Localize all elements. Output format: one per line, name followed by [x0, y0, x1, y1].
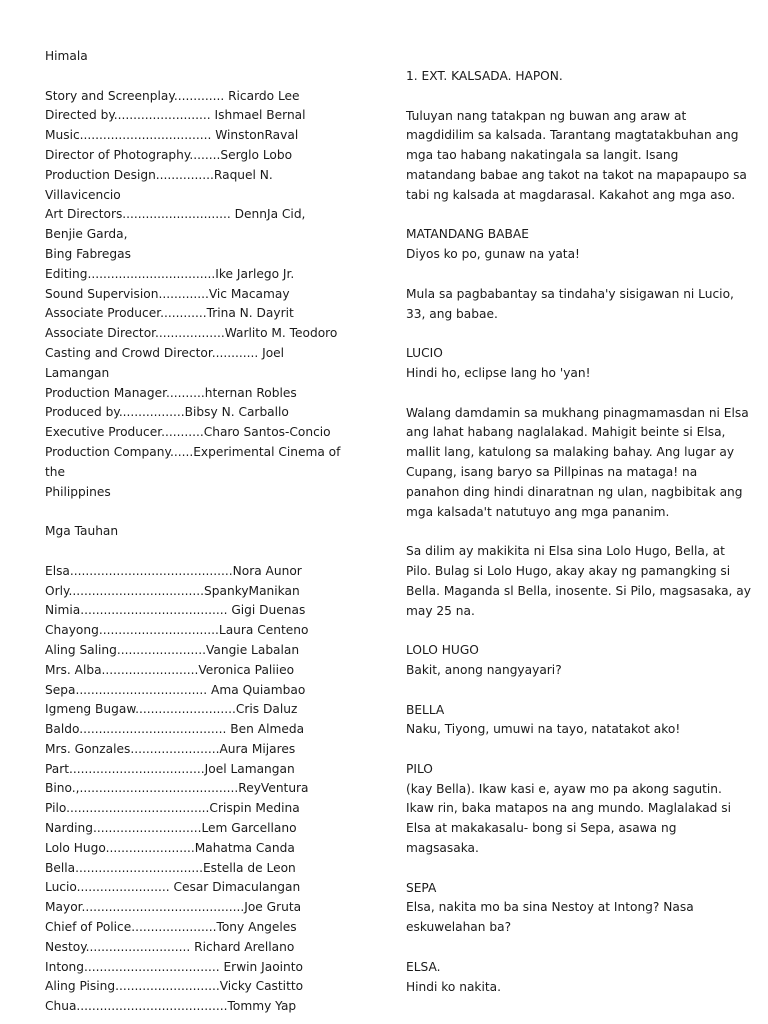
- speaker-name: ELSA.: [406, 959, 441, 974]
- cast-line: Chayong...............................Laura Centeno: [45, 623, 309, 638]
- credit-line: Production Design...............Raquel N. Villavicencio: [45, 167, 277, 202]
- cast-line: Aling Pising...........................Vicky Castitto: [45, 979, 304, 994]
- action-paragraph: Tuluyan nang tatakpan ng buwan ang araw at magdidilim sa kalsada. Tarantang magtatakbuhan ang mga tao habang nakatingala sa langit. Isang matandang babae ang takot na takot na mapapaupo sa tabi ng kalsada at magdarasal. Kakahot ang mga aso.: [406, 108, 747, 202]
- cast-heading: Mga Tauhan: [45, 524, 119, 539]
- credit-line: Music.................................. WinstonRaval: [45, 128, 299, 143]
- cast-line: Elsa..........................................Nora Aunor: [45, 563, 302, 578]
- credit-line: Editing.................................Ike Jarlego Jr.: [45, 266, 295, 281]
- credit-line: Art Directors............................ DennJa Cid, Benjie Garda,: [45, 207, 310, 242]
- cast-line: Mrs. Alba.........................Veronica Paliieo: [45, 662, 295, 677]
- cast-list: [45, 562, 345, 1017]
- credit-line: Associate Director..................Warlito M. Teodoro: [45, 326, 338, 341]
- credit-line: Associate Producer............Trina N. Dayrit: [45, 306, 294, 321]
- cast-line: Orly...................................SpankyManikan: [45, 583, 300, 598]
- action-paragraph: Mula sa pagbabantay sa tindaha'y sisigawan ni Lucio, 33, ang babae.: [406, 286, 734, 321]
- dialogue-line: Diyos ko po, gunaw na yata!: [406, 247, 580, 262]
- left-column: [45, 47, 345, 1017]
- dialogue-line: (kay Bella). Ikaw kasi e, ayaw mo pa akong sagutin. Ikaw rin, baka matapos na ang mundo. Maglalakad si Elsa at makakasalu- bong si Sepa, asawa ng magsasaka.: [406, 781, 732, 856]
- cast-line: Part...................................Joel Lamangan: [45, 761, 295, 776]
- cast-line: Bella.................................Estella de Leon: [45, 860, 296, 875]
- credit-line: Produced by.................Bibsy N. Carballo: [45, 405, 289, 420]
- dialogue-line: Hindi ko nakita.: [406, 979, 501, 994]
- cast-line: Igmeng Bugaw..........................Cris Daluz: [45, 702, 298, 717]
- cast-line: Intong................................... Erwin Jaointo: [45, 959, 304, 974]
- dialogue-line: Naku, Tiyong, umuwi na tayo, natatakot ako!: [406, 722, 681, 737]
- cast-line: Chief of Police......................Tony Angeles: [45, 920, 297, 935]
- credit-line: Executive Producer...........Charo Santos-Concio: [45, 425, 331, 440]
- credit-line: Production Manager..........hternan Robles: [45, 385, 297, 400]
- dialogue-line: Elsa, nakita mo ba sina Nestoy at Intong? Nasa eskuwelahan ba?: [406, 900, 694, 935]
- credit-line: Casting and Crowd Director............ Joel Lamangan: [45, 345, 288, 380]
- cast-line: Bino.,.........................................ReyVentura: [45, 781, 309, 796]
- cast-line: Mrs. Gonzales.......................Aura Mijares: [45, 741, 296, 756]
- cast-line: Lucio........................ Cesar Dimaculangan: [45, 880, 301, 895]
- speaker-name: LUCIO: [406, 346, 443, 361]
- document-title: Himala: [45, 49, 88, 63]
- cast-line: Aling Saling.......................Vangie Labalan: [45, 642, 300, 657]
- speaker-name: SEPA: [406, 880, 437, 895]
- cast-line: Narding............................Lem Garcellano: [45, 821, 297, 836]
- credit-line: Director of Photography........Serglo Lobo: [45, 147, 293, 162]
- action-paragraph: Walang damdamin sa mukhang pinagmamasdan ni Elsa ang lahat habang naglalakad. Mahigit beinte si Elsa, mallit lang, katulong sa malaking bahay. Ang lugar ay Cupang, isang baryo sa Pillpinas na mataga! na panahon ding hindi dinaratnan ng ulan, nagbibitak ang mga kalsada't natutuyo ang mga pananim.: [406, 405, 749, 519]
- credit-line: Production Company......Experimental Cinema of the: [45, 444, 345, 479]
- cast-line: Baldo...................................... Ben Almeda: [45, 722, 305, 737]
- cast-line: Sepa.................................. Ama Quiambao: [45, 682, 306, 697]
- scene-heading: 1. EXT. KALSADA. HAPON.: [406, 69, 563, 83]
- cast-line: Nestoy........................... Richard Arellano: [45, 939, 295, 954]
- dialogue-line: Bakit, anong nangyayari?: [406, 662, 562, 677]
- cast-line: Pilo.....................................Crispin Medina: [45, 801, 300, 816]
- cast-line: Lolo Hugo.......................Mahatma Canda: [45, 840, 295, 855]
- cast-line: Chua.......................................Tommy Yap: [45, 999, 297, 1014]
- speaker-name: BELLA: [406, 702, 445, 717]
- credit-line: Philippines: [45, 484, 111, 499]
- credit-line: Directed by......................... Ishmael Bernal: [45, 108, 306, 123]
- cast-line: Mayor..........................................Joe Gruta: [45, 900, 302, 915]
- right-column: [406, 67, 751, 1017]
- credit-line: Bing Fabregas: [45, 246, 131, 261]
- action-paragraph: Sa dilim ay makikita ni Elsa sina Lolo Hugo, Bella, at Pilo. Bulag si Lolo Hugo, akay akay ng pamangking si Bella. Maganda sl Bella, inosente. Si Pilo, magsasaka, ay may 25 na.: [406, 544, 751, 618]
- speaker-name: PILO: [406, 761, 433, 776]
- credits-list: [45, 87, 345, 503]
- credit-line: Sound Supervision.............Vic Macamay: [45, 286, 290, 301]
- dialogue-line: Hindi ho, eclipse lang ho 'yan!: [406, 365, 591, 380]
- credit-line: Story and Screenplay............. Ricardo Lee: [45, 88, 300, 103]
- speaker-name: MATANDANG BABAE: [406, 227, 529, 242]
- cast-line: Nimia...................................... Gigi Duenas: [45, 603, 306, 618]
- speaker-name: LOLO HUGO: [406, 643, 479, 658]
